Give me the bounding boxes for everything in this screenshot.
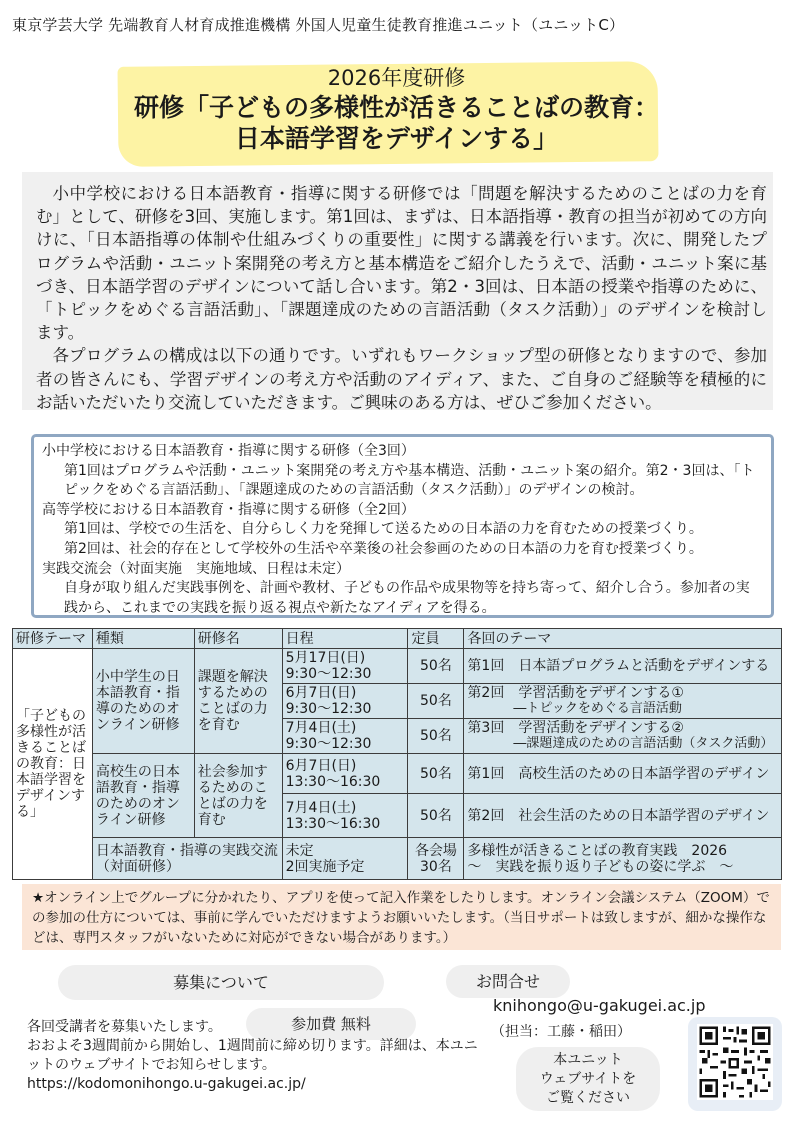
- session-topic-title: 第3回 学習活動をデザインする②: [467, 720, 684, 736]
- table-header-row: [13, 629, 782, 649]
- course-name-cell: 課題を解決するためのことばの力を育む: [194, 649, 282, 754]
- table-header: 種類: [92, 629, 194, 649]
- date-cell: 未定 2回実施予定: [282, 838, 408, 880]
- intro-paragraph-1: 小中学校における日本語教育・指導に関する研修では「問題を解決するためのことばの力を育む」として、研修を3回、実施します。第1回は、まずは、日本語指導・教育の担当が初めての方向けに、「日本語指導の体制や仕組みづくりの重要性」に関する講義を行います。次に、開発したプログラムや活動・ユニット案開発の考え方と基本構造をご紹介したうえで、活動・ユニット案に基づき、日本語学習のデザインについて話し合います。第2・3回は、日本語の授業や指導のために、「トピックをめぐる言語活動」、「課題達成のための言語活動（タスク活動）」のデザインを検討します。: [36, 184, 767, 343]
- title-line-2: 日本語学習をデザインする」: [234, 124, 559, 153]
- session-topic-cell: 第2回 社会生活のための日本語学習のデザイン: [464, 794, 782, 838]
- contact-person: （担当：工藤・稲田）: [491, 1024, 631, 1040]
- organization-header: 東京学芸大学 先端教育人材育成推進機構 外国人児童生徒教育推進ユニット（ユニットC）: [12, 16, 625, 34]
- capacity-cell: 50名: [408, 754, 464, 794]
- session-topic-cell: [464, 684, 782, 719]
- intro-paragraph-2: 各プログラムの構成は以下の通りです。いずれもワークショップ型の研修となりますので、参加者の皆さんにも、学習デザインの考え方や活動のアイディア、また、ご自身のご経験等を積極的にお話いただいたり交流していただきます。ご興味のある方は、ぜひご参加ください。: [36, 346, 767, 412]
- summary-body-highschool-2: 第2回は、社会的存在として学校外の生活や卒業後の社会参画のための日本語の力を育む授業づくり。: [64, 540, 703, 557]
- capacity-cell: 50名: [408, 684, 464, 719]
- website-callout-line-3: ご覧ください: [546, 1090, 630, 1106]
- session-topic-title: 第2回 学習活動をデザインする①: [467, 685, 684, 701]
- date-cell: 6月7日(日) 13:30～16:30: [282, 754, 408, 794]
- recruitment-line-2: おおよそ3週間前から開始し、1週間前に締め切ります。詳細は、本ユニットのウェブサイトでお知らせします。: [27, 1038, 478, 1073]
- table-row: [13, 838, 782, 880]
- summary-body-highschool-1: 第1回は、学校での生活を、自分らしく力を発揮して送るための日本語の力を育むための授業づくり。: [64, 521, 703, 538]
- date-cell: 6月7日(日) 9:30～12:30: [282, 684, 408, 719]
- theme-cell: 「子どもの多様性が活きることばの教育：日本語学習をデザインする」: [13, 649, 93, 880]
- capacity-cell: 50名: [408, 649, 464, 684]
- contact-email[interactable]: knihongo@u-gakugei.ac.jp: [493, 996, 706, 1015]
- kind-cell: 高校生の日本語教育・指導のためのオンライン研修: [92, 754, 194, 838]
- kind-cell: 日本語教育・指導の実践交流（対面研修）: [92, 838, 282, 880]
- course-name-cell: 社会参加するためのことばの力を育む: [194, 754, 282, 838]
- capacity-cell: 50名: [408, 719, 464, 754]
- website-callout: [516, 1047, 660, 1111]
- capacity-cell: 50名: [408, 794, 464, 838]
- schedule-table: [12, 628, 782, 880]
- session-topic-cell: 第1回 高校生活のための日本語学習のデザイン: [464, 754, 782, 794]
- summary-heading-elementary: 小中学校における日本語教育・指導に関する研修（全3回）: [42, 443, 415, 459]
- recruitment-details: [27, 1018, 487, 1094]
- session-topic-cell: 第1回 日本語プログラムと活動をデザインする: [464, 649, 782, 684]
- session-topic-subtitle: ―課題達成のための言語活動（タスク活動）: [513, 736, 774, 751]
- program-summary-box: [31, 434, 774, 618]
- table-header: 定員: [408, 629, 464, 649]
- qr-code-icon[interactable]: [697, 1024, 773, 1100]
- kind-cell: 小中学生の日本語教育・指導のためのオンライン研修: [92, 649, 194, 754]
- website-callout-line-1: 本ユニット: [553, 1052, 623, 1068]
- summary-heading-highschool: 高等学校における日本語教育・指導に関する研修（全2回）: [42, 501, 415, 518]
- table-header: 研修名: [194, 629, 282, 649]
- contact-heading: お問合せ: [446, 965, 570, 998]
- fee-badge: 参加費 無料: [246, 1008, 416, 1040]
- date-cell: 7月4日(土) 9:30～12:30: [282, 719, 408, 754]
- table-row: [13, 754, 782, 794]
- website-callout-line-2: ウェブサイトを: [539, 1071, 637, 1087]
- title-line-1: 研修「子どもの多様性が活きることばの教育：: [133, 93, 659, 122]
- session-topic-cell: 多様性が活きることばの教育実践 2026 ～ 実践を振り返り子どもの姿に学ぶ ～: [464, 838, 782, 880]
- page-title: [0, 92, 793, 154]
- capacity-cell: 各会場 30名: [408, 838, 464, 880]
- session-topic-cell: [464, 719, 782, 754]
- table-header: 各回のテーマ: [464, 629, 782, 649]
- title-year: 2026年度研修: [327, 66, 466, 90]
- date-cell: 5月17日(日) 9:30～12:30: [282, 649, 408, 684]
- website-url[interactable]: https://kodomonihongo.u-gakugei.ac.jp/: [27, 1076, 306, 1092]
- session-topic-subtitle: ―トピックをめぐる言語活動: [513, 701, 682, 716]
- online-notice: ★オンライン上でグループに分かれたり、アプリを使って記入作業をしたりします。オンライン会議システム（ZOOM）での参加の仕方については、事前に学んでいただけますようお願いいたします。（当日サポートは致しますが、細かな操作などは、専門スタッフがいないために対応ができない場合があります。）: [22, 884, 781, 950]
- summary-body-elementary: 第1回はプログラムや活動・ユニット案開発の考え方や基本構造、活動・ユニット案の紹介。第2・3回は、「トピックをめぐる言語活動」、「課題達成のための言語活動（タスク活動）」のデザインの検討。: [64, 462, 755, 499]
- date-cell: 7月4日(土) 13:30～16:30: [282, 794, 408, 838]
- recruitment-line-1: 各回受講者を募集いたします。: [27, 1019, 222, 1035]
- recruitment-heading: 募集について: [58, 965, 384, 1000]
- summary-body-exchange: 自身が取り組んだ実践事例を、計画や教材、子どもの作品や成果物等を持ち寄って、紹介し合う。参加者の実践から、これまでの実践を振り返る視点や新たなアイディアを得る。: [64, 580, 750, 616]
- intro-section: [22, 172, 773, 410]
- table-header: 研修テーマ: [13, 629, 93, 649]
- summary-heading-exchange: 実践交流会（対面実施 実施地域、日程は未定）: [42, 560, 350, 577]
- table-header: 日程: [282, 629, 408, 649]
- table-row: [13, 649, 782, 684]
